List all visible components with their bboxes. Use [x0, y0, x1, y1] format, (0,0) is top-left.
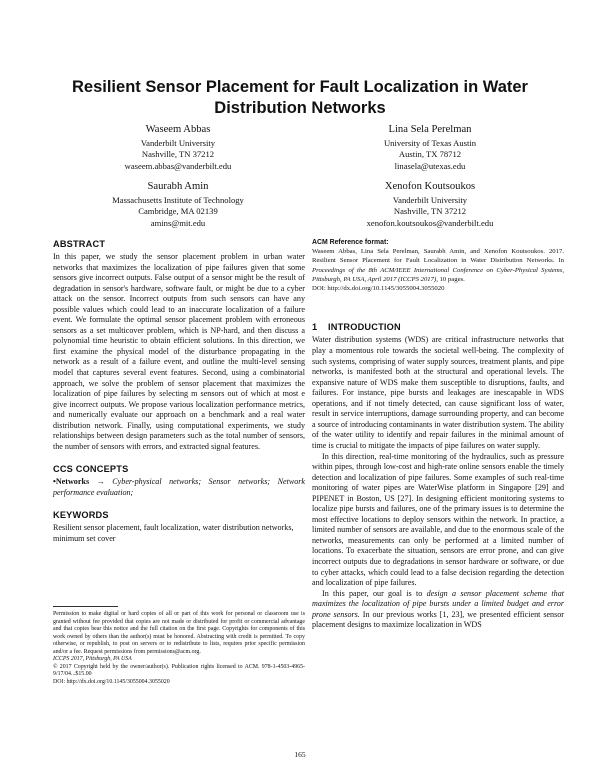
- intro-paragraph-3: [312, 589, 564, 631]
- reference-authors: Waseem Abbas, Lina Sela Perelman, Saurabh Amin, and Xenofon Koutsoukos. 2017. Resilient Sensor Placement for Fault Localization in Water Distribution Networks. In: [312, 248, 564, 265]
- ccs-heading: CCS CONCEPTS: [53, 464, 129, 475]
- author-block-2: [330, 123, 530, 172]
- author-affiliation: University of Texas Austin: [383, 138, 477, 148]
- reference-format-label: ACM Reference format:: [312, 239, 389, 246]
- intro-p3-emphasis: design a sensor placement scheme that maximizes the localization of pipe bursts under a limited budget and error prone sensors.: [312, 588, 564, 619]
- keywords-text: Resilient sensor placement, fault localization, water distribution networks, minimum set cover: [53, 523, 294, 544]
- ccs-text: [53, 477, 305, 498]
- ccs-bullet: •Networks: [53, 477, 90, 487]
- page-number: 165: [294, 750, 306, 759]
- author-affiliation: Massachusetts Institute of Technology: [112, 195, 244, 205]
- author-name: Lina Sela Perelman: [388, 124, 472, 135]
- author-block-3: [78, 180, 278, 229]
- abstract-text: In this paper, we study the sensor placement problem in urban water networks that maximizes the localization of pipe failures given that some sensors give incorrect outputs. False output of a sensor might be the result of degradation in sensor's hardware, software fault, or might be due to a cyber attack on the sensor. Incorrect outputs from such sensors can have any possible values which could lead to an inaccurate localization of a failure event. We formulate the optimal sensor placement problem with erroneous sensors as a set multicover problem, which is NP-hard, and then discuss a polynomial time heuristic to obtain efficient solutions. In this direction, we first examine the physical model of the disturbance propagating in the network as a result of a failure event, and outline the multi-level sensing model that captures several event features. Second, using a combinatorial approach, we solve the problem of sensor placement that maximizes the localization of pipe failures by selecting m sensors out of which at most e give incorrect outputs. We propose various localization performance metrics, and numerically evaluate our approach on a benchmark and a real water distribution network. Finally, using computational experiments, we study relationships between design parameters such as the total number of sensors, the number of sensors with errors, and extracted signal features.: [53, 252, 305, 451]
- permission-footnote: [53, 606, 305, 686]
- intro-p3-end: In our previous works [1, 23], we presented efficient sensor placement designs to maximize localization in WDS: [312, 609, 564, 630]
- ccs-arrow: →: [89, 477, 113, 487]
- conference-line: ICCPS 2017, Pittsburgh, PA USA: [53, 656, 132, 663]
- author-location: Nashville, TN 37212: [141, 149, 215, 160]
- copyright-line: © 2017 Copyright held by the owner/author(s). Publication rights licensed to ACM. 978-1-4503-4965-9/17/04...$15.00: [53, 663, 305, 678]
- author-email: linasela@utexas.edu: [394, 160, 466, 171]
- author-location: Austin, TX 78712: [398, 149, 462, 160]
- reference-pages: 10 pages.: [437, 275, 465, 283]
- footnote-divider: [53, 606, 118, 607]
- intro-paragraph-1: Water distribution systems (WDS) are critical infrastructure networks that play a momentous role towards the societal well-being. The complexity of such systems, comprising of water supply sources, treatment plants, and pipe networks, is manifested both at the structural and operational levels. The expansive nature of WDS make them susceptible to disruptions, faults, and failures. For instance, pipe bursts and leakages are inescapable in WDS operations, and if not timely detected, can cause significant loss of water, result in service interruptions, damage surrounding property, and can become a source of introducing contaminants in water distribution system. The ability of the water utility to identify and repair failures in the minimal amount of time is crucial to mitigate the impacts of pipe failures on water supply.: [312, 335, 564, 450]
- right-column: [312, 238, 564, 631]
- reference-format-text: [312, 247, 564, 284]
- intro-heading: [312, 321, 564, 333]
- author-affiliation: Vanderbilt University: [140, 138, 216, 148]
- intro-paragraph-2: In this direction, real-time monitoring of the hydraulics, such as pressure within pipes, through low-cost and high-rate online sensors enable the timely detection and localization of pipe failures. Some examples of such real-time monitoring of water pipes are WaterWise platform in Singapore [29] and PIPENET in Boston, US [27]. In designing efficient monitoring systems to localize pipe bursts and failures, one of the primary issues is to determine the most effective locations to deploy sensors within the network. In practice, a limited number of sensors are available, and due to the enormous scale of the networks, measurements can only be performed at a limited number of locations. To exacerbate the situation, sensors are error prone, and can give incorrect outputs due to degradations in sensor hardware or software, or due to cyber attacks, which could lead to a false decision regarding the detection and localization of pipe failures.: [312, 451, 564, 588]
- section-number: 1: [312, 322, 318, 333]
- author-email: waseem.abbas@vanderbilt.edu: [124, 160, 232, 171]
- reference-venue: Proceedings of the 8th ACM/IEEE International Conference on Cyber-Physical Systems, Pittsburgh, PA USA, April 2017 (ICCPS 2017),: [312, 266, 564, 283]
- author-name: Waseem Abbas: [145, 124, 211, 135]
- abstract-heading: ABSTRACT: [53, 239, 106, 249]
- section-title: INTRODUCTION: [328, 322, 401, 333]
- author-block-4: [330, 180, 530, 229]
- paper-title: Resilient Sensor Placement for Fault Localization in Water Distribution Networks: [72, 78, 528, 117]
- footnote-doi: DOI: http://dx.doi.org/10.1145/3055004.3055020: [53, 678, 170, 685]
- author-location: Cambridge, MA 02139: [138, 206, 218, 217]
- left-column: [53, 238, 305, 545]
- author-name: Xenofon Koutsoukos: [384, 181, 476, 192]
- author-name: Saurabh Amin: [147, 181, 209, 192]
- intro-p3-start: In this paper, our goal is to: [322, 588, 427, 598]
- keywords-heading: KEYWORDS: [53, 510, 109, 521]
- permission-text: Permission to make digital or hard copies of all or part of this work for personal or classroom use is granted without fee provided that copies are not made or distributed for profit or commercial advantage and that copies bear this notice and the full citation on the first page. Copyrights for components of this work owned by others than the author(s) must be honored. Abstracting with credit is permitted. To copy otherwise, or republish, to post on servers or to redistribute to lists, requires prior specific permission and/or a fee. Request permissions from permissions@acm.org.: [53, 611, 305, 655]
- author-location: Nashville, TN 37212: [393, 206, 467, 217]
- reference-doi: DOI: http://dx.doi.org/10.1145/3055004.3055020: [312, 285, 445, 293]
- author-email: xenofon.koutsoukos@vanderbilt.edu: [366, 217, 494, 228]
- author-affiliation: Vanderbilt University: [392, 195, 468, 205]
- author-email: amins@mit.edu: [150, 217, 206, 228]
- author-block-1: [78, 123, 278, 172]
- ccs-concepts: Cyber-physical networks; Sensor networks; Network performance evaluation;: [53, 477, 306, 497]
